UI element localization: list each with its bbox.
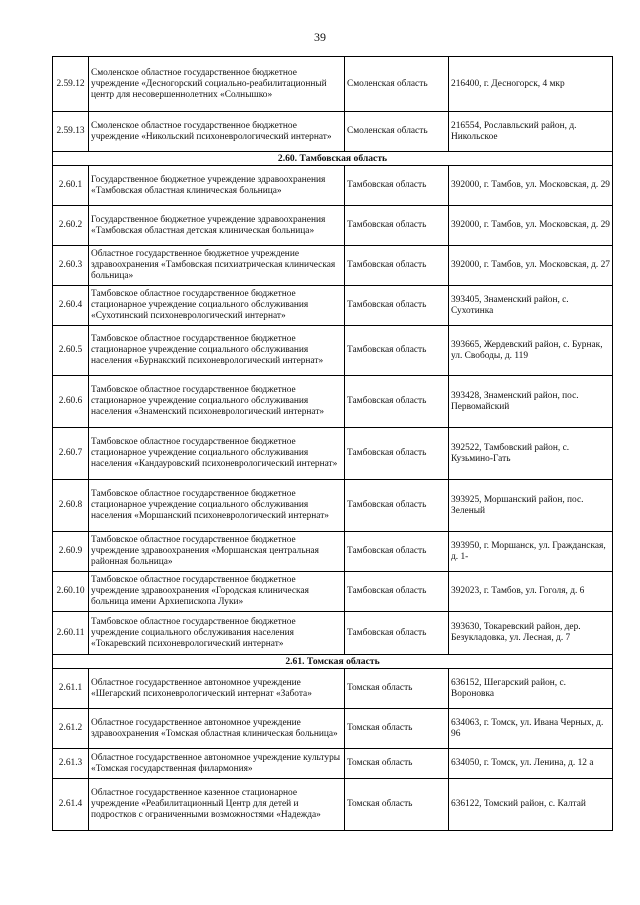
row-number: 2.60.4 [53, 286, 89, 326]
section-title: 2.60. Тамбовская область [53, 152, 613, 166]
row-number: 2.59.12 [53, 57, 89, 112]
address-cell: 392522, Тамбовский район, с. Кузьмино-Гать [449, 428, 613, 480]
row-number: 2.60.8 [53, 480, 89, 532]
region-cell: Тамбовская область [345, 480, 449, 532]
address-cell: 634063, г. Томск, ул. Ивана Черных, д. 96 [449, 709, 613, 749]
institution-name: Тамбовское областное государственное бюджетное стационарное учреждение социального обслуживания населения «Знаменский психоневрологический интернат» [89, 376, 345, 428]
institution-name: Смоленское областное государственное бюджетное учреждение «Десногорский социально-реабилитационный центр для несовершеннолетних «Солнышко» [89, 57, 345, 112]
region-cell: Тамбовская область [345, 376, 449, 428]
region-cell: Смоленская область [345, 57, 449, 112]
table-row [53, 709, 613, 749]
institution-name: Областное государственное бюджетное учреждение здравоохранения «Тамбовская психиатрическая клиническая больница» [89, 246, 345, 286]
region-cell: Тамбовская область [345, 532, 449, 572]
address-cell: 392000, г. Тамбов, ул. Московская, д. 29 [449, 166, 613, 206]
region-cell: Тамбовская область [345, 206, 449, 246]
row-number: 2.60.1 [53, 166, 89, 206]
table-row [53, 286, 613, 326]
row-number: 2.60.6 [53, 376, 89, 428]
registry-table-body [53, 57, 613, 831]
address-cell: 393665, Жердевский район, с. Бурнак, ул. Свободы, д. 119 [449, 326, 613, 376]
section-header-row [53, 152, 613, 166]
institution-name: Тамбовское областное государственное бюджетное учреждение здравоохранения «Городская клиническая больница имени Архиепископа Луки» [89, 572, 345, 612]
address-cell: 216554, Рославльский район, д. Никольское [449, 112, 613, 152]
region-cell: Тамбовская область [345, 166, 449, 206]
row-number: 2.60.9 [53, 532, 89, 572]
row-number: 2.60.5 [53, 326, 89, 376]
table-row [53, 572, 613, 612]
institution-name: Областное государственное автономное учреждение культуры «Томская государственная филармония» [89, 749, 345, 779]
table-row [53, 532, 613, 572]
region-cell: Томская область [345, 669, 449, 709]
address-cell: 393630, Токаревский район, дер. Безукладовка, ул. Лесная, д. 7 [449, 612, 613, 655]
row-number: 2.60.2 [53, 206, 89, 246]
table-row [53, 246, 613, 286]
institution-name: Областное государственное казенное стационарное учреждение «Реабилитационный Центр для детей и подростков с ограниченными возможностями «Надежда» [89, 779, 345, 831]
address-cell: 392023, г. Тамбов, ул. Гоголя, д. 6 [449, 572, 613, 612]
region-cell: Смоленская область [345, 112, 449, 152]
institution-name: Тамбовское областное государственное бюджетное учреждение социального обслуживания населения «Токаревский психоневрологический интернат» [89, 612, 345, 655]
address-cell: 392000, г. Тамбов, ул. Московская, д. 29 [449, 206, 613, 246]
address-cell: 393405, Знаменский район, с. Сухотинка [449, 286, 613, 326]
region-cell: Томская область [345, 709, 449, 749]
institution-name: Смоленское областное государственное бюджетное учреждение «Никольский психоневрологический интернат» [89, 112, 345, 152]
table-row [53, 112, 613, 152]
table-row [53, 326, 613, 376]
table-row [53, 480, 613, 532]
table-row [53, 779, 613, 831]
institution-name: Тамбовское областное государственное бюджетное стационарное учреждение социального обслуживания населения «Моршанский психоневрологический интернат» [89, 480, 345, 532]
region-cell: Тамбовская область [345, 572, 449, 612]
address-cell: 393950, г. Моршанск, ул. Гражданская, д. 1- [449, 532, 613, 572]
address-cell: 392000, г. Тамбов, ул. Московская, д. 27 [449, 246, 613, 286]
registry-table [52, 56, 613, 831]
table-row [53, 206, 613, 246]
row-number: 2.60.7 [53, 428, 89, 480]
region-cell: Тамбовская область [345, 326, 449, 376]
table-row [53, 376, 613, 428]
address-cell: 634050, г. Томск, ул. Ленина, д. 12 а [449, 749, 613, 779]
institution-name: Тамбовское областное государственное бюджетное стационарное учреждение социального обслуживания населения «Бурнакский психоневрологический интернат» [89, 326, 345, 376]
row-number: 2.61.3 [53, 749, 89, 779]
row-number: 2.61.2 [53, 709, 89, 749]
address-cell: 393925, Моршанский район, пос. Зеленый [449, 480, 613, 532]
institution-name: Областное государственное автономное учреждение здравоохранения «Томская областная клиническая больница» [89, 709, 345, 749]
table-row [53, 669, 613, 709]
institution-name: Государственное бюджетное учреждение здравоохранения «Тамбовская областная клиническая больница» [89, 166, 345, 206]
address-cell: 393428, Знаменский район, пос. Первомайский [449, 376, 613, 428]
institution-name: Тамбовское областное государственное бюджетное стационарное учреждение социального обслуживания населения «Кандауровский психоневрологический интернат» [89, 428, 345, 480]
institution-name: Областное государственное автономное учреждение «Шегарский психоневрологический интернат «Забота» [89, 669, 345, 709]
region-cell: Тамбовская область [345, 428, 449, 480]
section-title: 2.61. Томская область [53, 655, 613, 669]
page-number: 39 [314, 30, 326, 44]
row-number: 2.60.10 [53, 572, 89, 612]
section-header-row [53, 655, 613, 669]
institution-name: Государственное бюджетное учреждение здравоохранения «Тамбовская областная детская клиническая больница» [89, 206, 345, 246]
region-cell: Томская область [345, 749, 449, 779]
table-row [53, 612, 613, 655]
region-cell: Томская область [345, 779, 449, 831]
region-cell: Тамбовская область [345, 612, 449, 655]
address-cell: 636122, Томский район, с. Калтай [449, 779, 613, 831]
row-number: 2.60.11 [53, 612, 89, 655]
row-number: 2.59.13 [53, 112, 89, 152]
row-number: 2.61.1 [53, 669, 89, 709]
region-cell: Тамбовская область [345, 286, 449, 326]
row-number: 2.61.4 [53, 779, 89, 831]
institution-name: Тамбовское областное государственное бюджетное стационарное учреждение социального обслуживания «Сухотинский психоневрологический интернат» [89, 286, 345, 326]
table-row [53, 57, 613, 112]
address-cell: 636152, Шегарский район, с. Вороновка [449, 669, 613, 709]
row-number: 2.60.3 [53, 246, 89, 286]
institution-name: Тамбовское областное государственное бюджетное учреждение здравоохранения «Моршанская центральная районная больница» [89, 532, 345, 572]
region-cell: Тамбовская область [345, 246, 449, 286]
table-row [53, 166, 613, 206]
address-cell: 216400, г. Десногорск, 4 мкр [449, 57, 613, 112]
table-row [53, 749, 613, 779]
table-row [53, 428, 613, 480]
